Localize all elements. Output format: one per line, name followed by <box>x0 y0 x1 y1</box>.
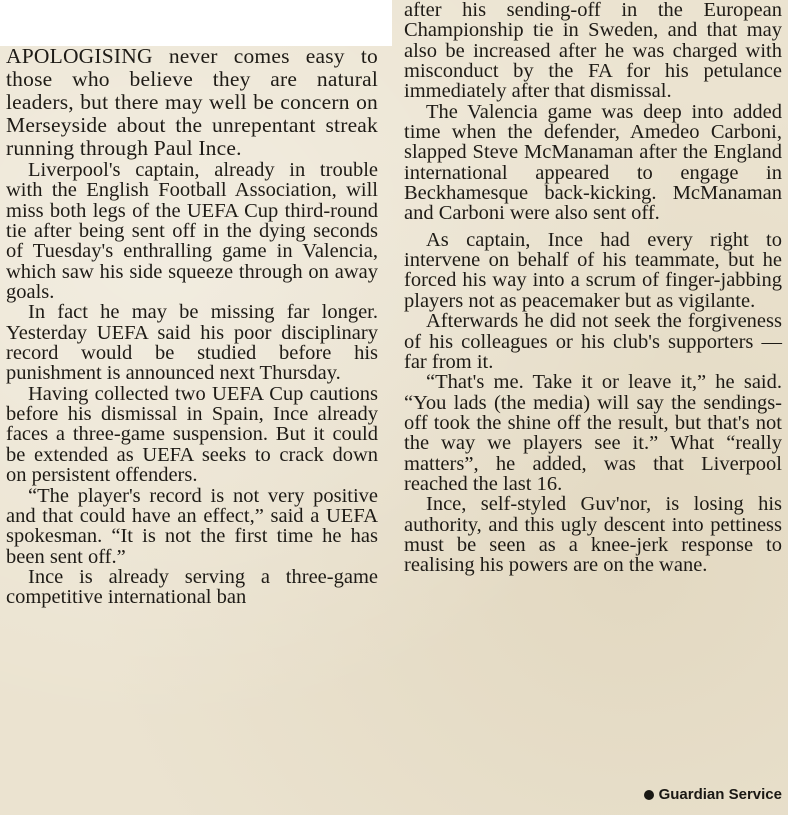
article-paragraph: “That's me. Take it or leave it,” he said. “You lads (the media) will say the sendings-off took the shine off the result, but that's not the way we players see it.” What “really matters”, he added, was that Liverpool reached the last 16. <box>404 371 782 495</box>
article-paragraph: The Valencia game was deep into added time when the defender, Amedeo Carboni, slapped Steve McManaman after the England international appeared to engage in Beckhamesque back-kicking. McManaman and Carboni were also sent off. <box>404 100 782 225</box>
article-paragraph: Ince is already serving a three-game competitive international ban <box>6 565 378 609</box>
byline-text: Guardian Service <box>658 786 782 803</box>
article-column-right <box>404 0 782 576</box>
clipping-cutout-corner <box>0 0 392 46</box>
article-paragraph: after his sending-off in the European Championship tie in Sweden, and that may also be increased after he was charged with misconduct by the FA for his petulance immediately after that dismissal. <box>404 0 782 103</box>
article-paragraph: In fact he may be missing far longer. Yesterday UEFA said his poor disciplinary record would be studied before his punishment is announced next Thursday. <box>6 301 378 385</box>
bullet-icon <box>644 790 654 800</box>
byline <box>644 786 782 803</box>
article-paragraph: Ince, self-styled Guv'nor, is losing his authority, and this ugly descent into pettiness must be seen as a knee-jerk response to realising his powers are on the wane. <box>404 493 782 577</box>
lead-paragraph: APOLOGISING never comes easy to those who believe they are natural leaders, but there may well be concern on Merseyside about the unrepentant streak running through Paul Ince. <box>6 44 378 160</box>
article-paragraph: As captain, Ince had every right to intervene on behalf of his teammate, but he forced his way into a scrum of finger-jabbing players not as peacemaker but as vigilante. <box>404 228 782 312</box>
article-column-left <box>6 45 378 608</box>
article-paragraph: Afterwards he did not seek the forgiveness of his colleagues or his club's supporters — far from it. <box>404 310 782 373</box>
article-paragraph: Liverpool's captain, already in trouble with the English Football Association, will miss both legs of the UEFA Cup third-round tie after being sent off in the dying seconds of Tuesday's enthralling game in Valencia, which saw his side squeeze through on away goals. <box>6 159 378 304</box>
article-paragraph: Having collected two UEFA Cup cautions before his dismissal in Spain, Ince already faces a three-game suspension. But it could be extended as UEFA seeks to crack down on persistent offenders. <box>6 382 378 487</box>
article-paragraph: “The player's record is not very positive and that could have an effect,” said a UEFA spokesman. “It is not the first time he has been sent off.” <box>6 484 378 568</box>
